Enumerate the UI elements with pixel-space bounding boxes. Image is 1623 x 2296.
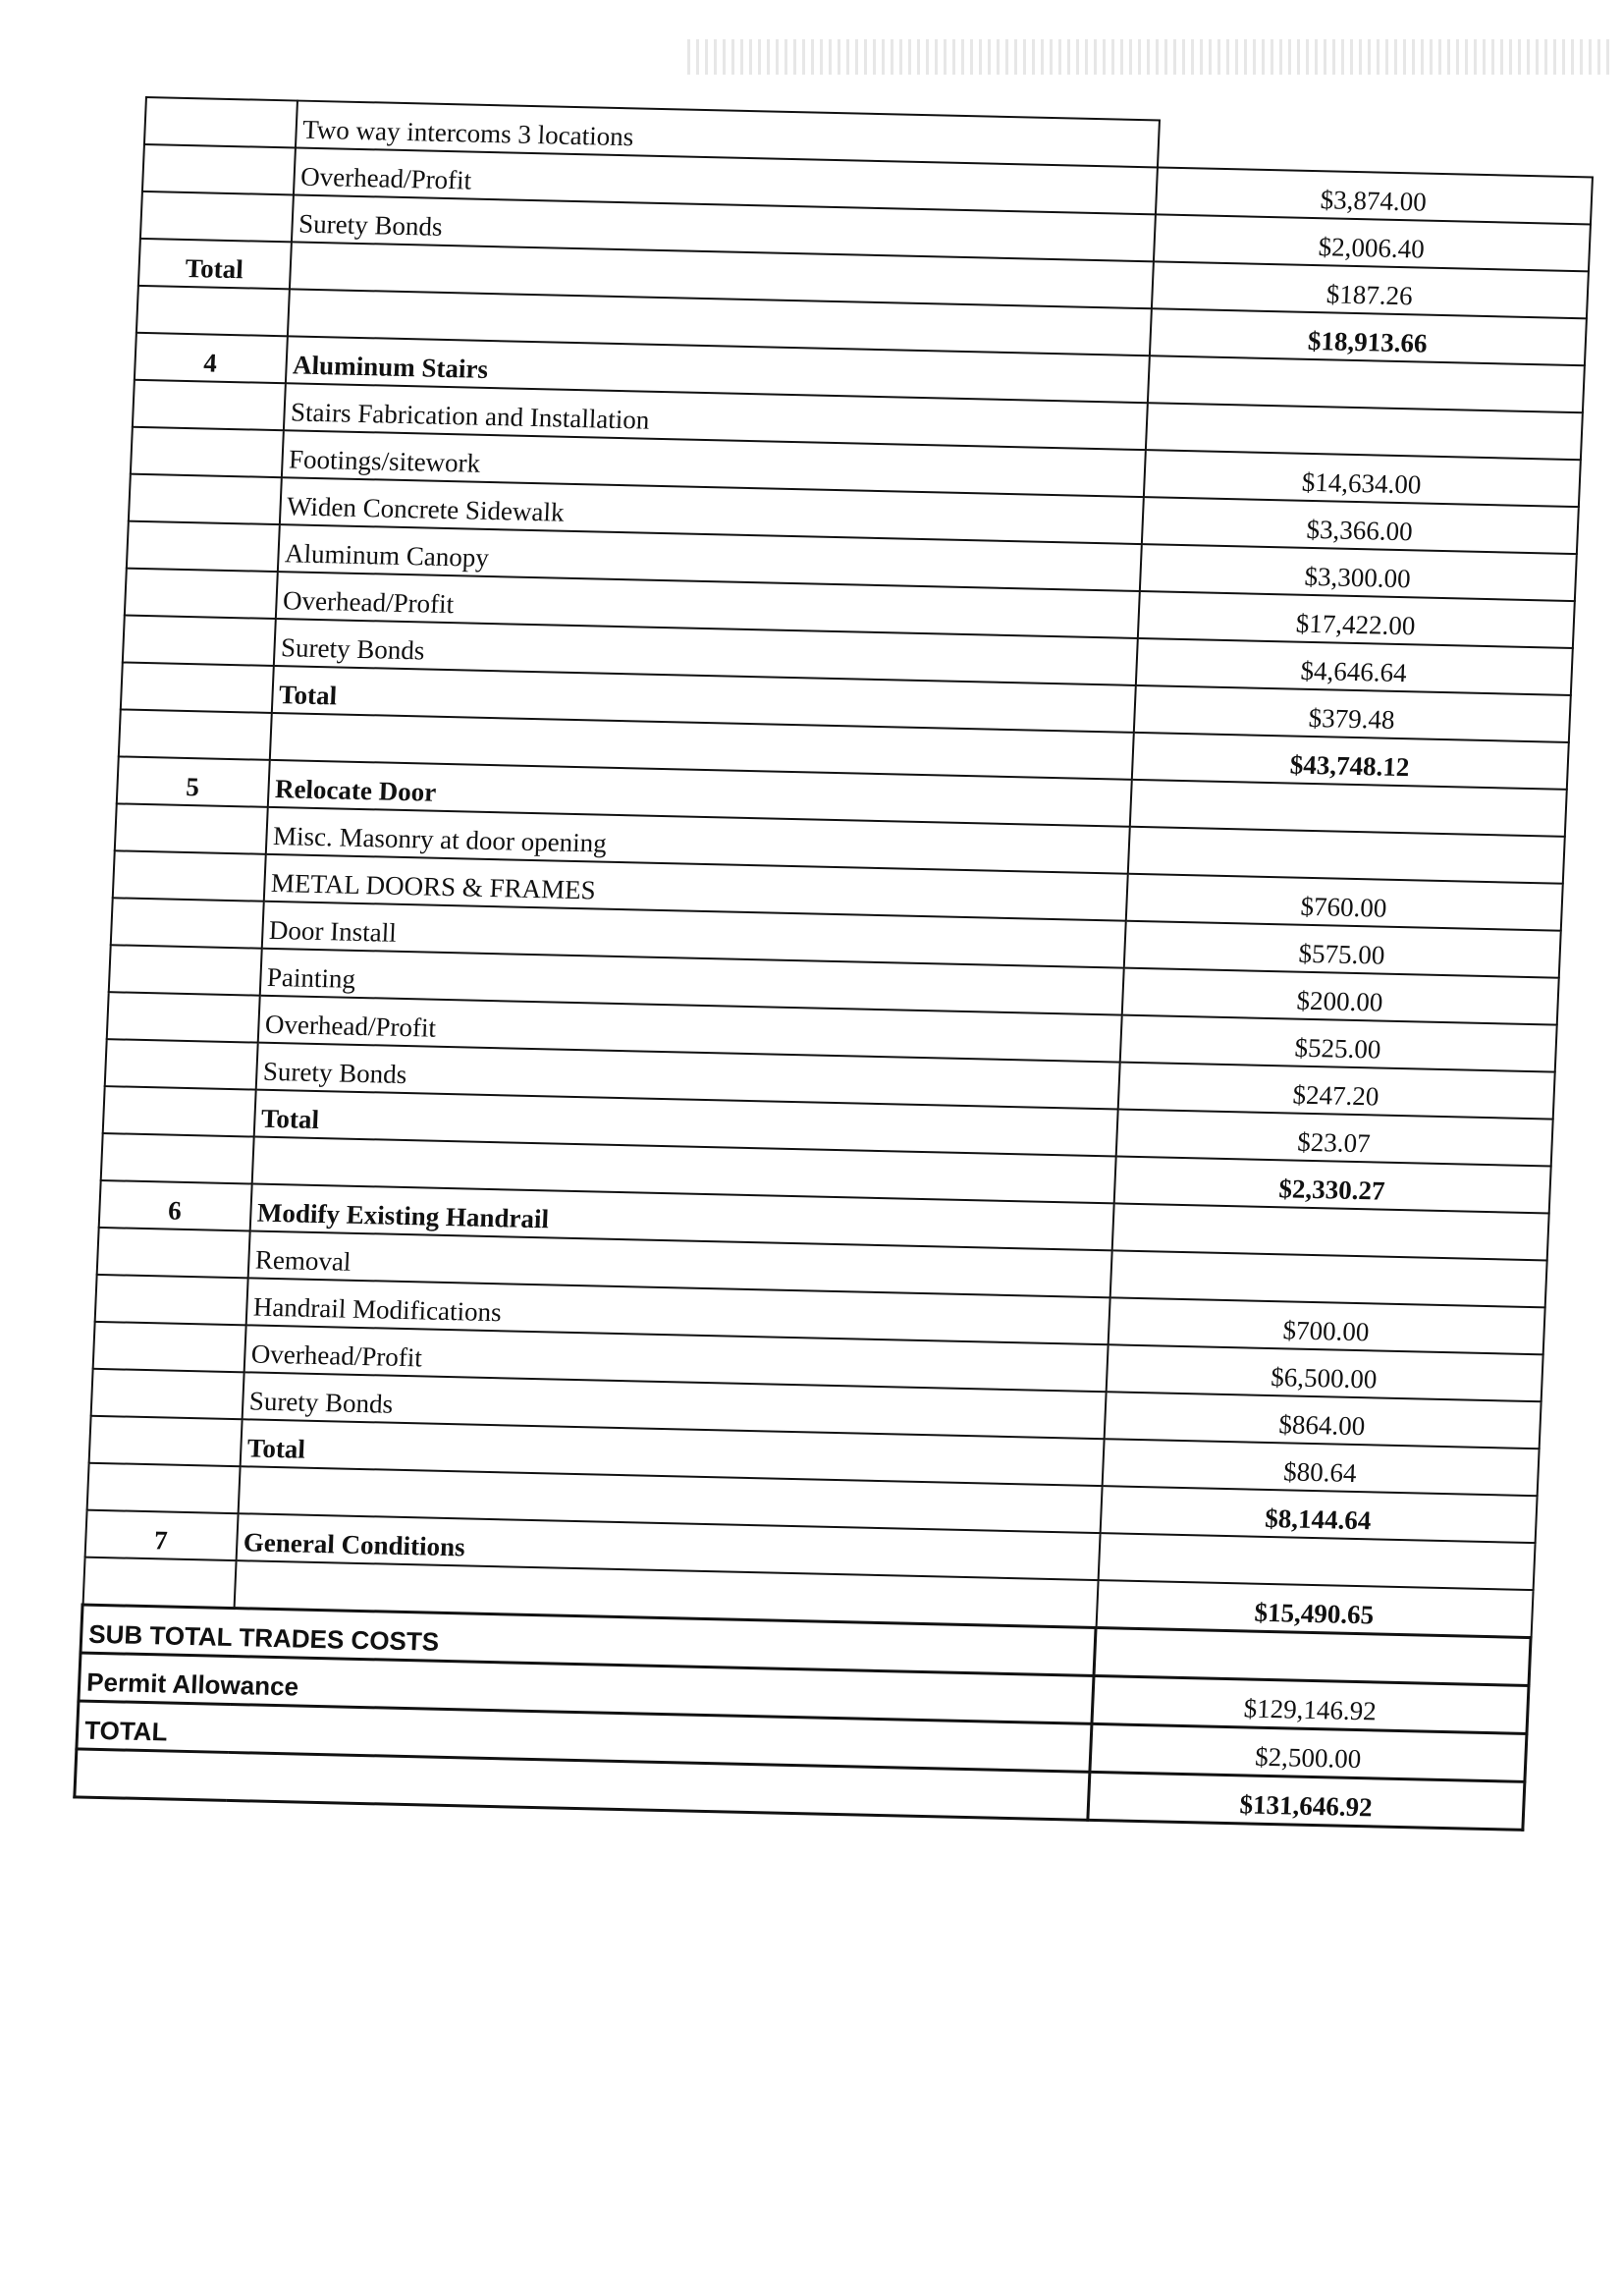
item-description: Footings/sitework xyxy=(281,430,1145,497)
summary-label: TOTAL xyxy=(77,1701,1092,1772)
item-number xyxy=(108,945,261,995)
item-number xyxy=(139,191,293,242)
item-number: 5 xyxy=(116,756,269,806)
item-amount: $23.07 xyxy=(1115,1109,1552,1166)
item-description: Surety Bonds xyxy=(255,1043,1119,1110)
item-number xyxy=(130,427,283,477)
item-description: Door Install xyxy=(261,902,1125,968)
item-number xyxy=(124,569,277,619)
item-description: Total xyxy=(253,1090,1117,1157)
item-number xyxy=(96,1228,249,1278)
item-number xyxy=(141,144,295,194)
item-amount: $2,006.40 xyxy=(1153,214,1590,271)
item-description: METAL DOORS & FRAMES xyxy=(263,854,1127,921)
item-amount: $575.00 xyxy=(1123,921,1560,978)
item-number xyxy=(90,1369,243,1419)
item-amount: $760.00 xyxy=(1125,874,1562,931)
item-number: Total xyxy=(137,239,291,289)
item-number: 6 xyxy=(98,1180,251,1230)
item-description: Stairs Fabrication and Installation xyxy=(283,383,1147,450)
item-number xyxy=(118,709,271,759)
item-number xyxy=(100,1133,253,1183)
item-description: Overhead/Profit xyxy=(243,1325,1108,1392)
item-description: Overhead/Profit xyxy=(275,572,1139,638)
item-number xyxy=(128,474,281,524)
item-number xyxy=(126,521,279,572)
item-amount: $4,646.64 xyxy=(1135,638,1572,695)
item-amount: $700.00 xyxy=(1108,1297,1544,1354)
item-description: Overhead/Profit xyxy=(293,147,1157,214)
item-number xyxy=(86,1463,240,1513)
item-description: Painting xyxy=(259,949,1123,1015)
item-description: Removal xyxy=(247,1230,1111,1297)
summary-label: Permit Allowance xyxy=(79,1653,1094,1723)
item-description: Aluminum Canopy xyxy=(277,524,1141,591)
item-description: Surety Bonds xyxy=(242,1372,1106,1439)
item-number xyxy=(122,616,275,666)
item-description: Handrail Modifications xyxy=(245,1278,1109,1344)
summary-label: SUB TOTAL TRADES COSTS xyxy=(81,1605,1096,1675)
item-description: Widen Concrete Sidewalk xyxy=(279,477,1143,544)
item-number: 4 xyxy=(134,333,287,383)
summary-amount: $131,646.92 xyxy=(1088,1772,1525,1830)
item-number xyxy=(92,1322,245,1372)
item-amount: $14,634.00 xyxy=(1143,450,1580,507)
item-description: General Conditions xyxy=(236,1513,1100,1580)
item-number xyxy=(102,1086,255,1136)
item-amount: $2,330.27 xyxy=(1113,1156,1550,1213)
item-description: Surety Bonds xyxy=(291,194,1155,261)
item-number xyxy=(120,662,273,712)
item-description: Surety Bonds xyxy=(273,619,1137,685)
item-number xyxy=(143,97,297,147)
item-amount: $3,874.00 xyxy=(1155,167,1592,224)
item-description: Relocate Door xyxy=(267,760,1131,827)
item-amount: $200.00 xyxy=(1121,968,1558,1025)
item-amount: $17,422.00 xyxy=(1137,591,1574,648)
summary-amount: $2,500.00 xyxy=(1090,1723,1527,1781)
item-amount: $864.00 xyxy=(1104,1392,1541,1449)
item-description: Overhead/Profit xyxy=(257,996,1121,1063)
item-number xyxy=(88,1416,242,1466)
item-description: Total xyxy=(271,666,1135,733)
cost-table xyxy=(73,96,1596,1831)
item-description: Modify Existing Handrail xyxy=(249,1183,1113,1250)
item-amount: $18,913.66 xyxy=(1149,308,1586,365)
item-description: Two way intercoms 3 locations xyxy=(295,101,1159,168)
item-amount: $80.64 xyxy=(1102,1439,1539,1496)
item-amount: $3,300.00 xyxy=(1139,544,1576,601)
item-amount: $3,366.00 xyxy=(1141,497,1578,554)
item-amount: $247.20 xyxy=(1117,1063,1554,1120)
item-amount: $187.26 xyxy=(1151,261,1588,318)
item-amount: $525.00 xyxy=(1119,1015,1556,1072)
item-amount: $379.48 xyxy=(1133,685,1570,742)
item-number xyxy=(94,1275,247,1325)
item-amount: $43,748.12 xyxy=(1131,733,1568,790)
item-number xyxy=(104,1039,257,1089)
item-number xyxy=(106,992,259,1042)
item-number xyxy=(110,898,263,948)
item-description: Total xyxy=(240,1419,1104,1486)
summary-amount: $129,146.92 xyxy=(1092,1675,1529,1733)
item-description: Misc. Masonry at door opening xyxy=(265,807,1129,874)
item-description: Aluminum Stairs xyxy=(285,336,1149,403)
item-number xyxy=(114,803,267,853)
item-number: 7 xyxy=(84,1510,238,1560)
item-number xyxy=(82,1558,236,1609)
item-number xyxy=(135,286,289,336)
scan-noise xyxy=(687,39,1610,75)
item-number xyxy=(132,380,285,430)
item-amount: $15,490.65 xyxy=(1096,1580,1533,1638)
item-amount: $6,500.00 xyxy=(1106,1344,1542,1401)
item-number xyxy=(112,850,265,901)
item-amount: $8,144.64 xyxy=(1100,1486,1537,1543)
cost-breakdown-sheet xyxy=(73,96,1596,1831)
